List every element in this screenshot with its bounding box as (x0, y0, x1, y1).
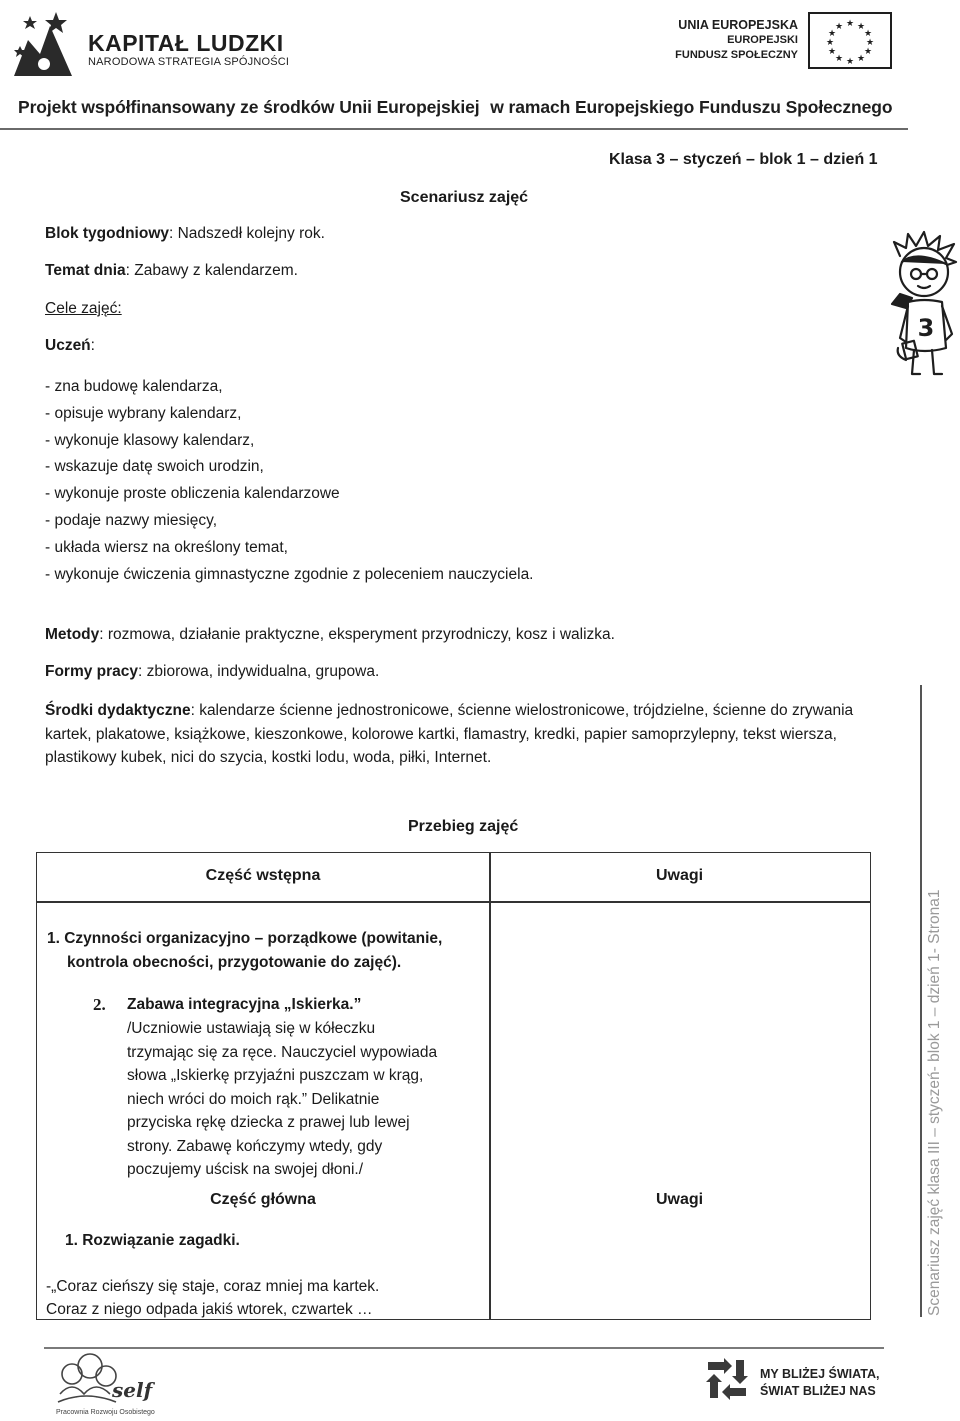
footer-slogan-line-1: MY BLIŻEJ ŚWIATA, (760, 1367, 880, 1381)
self-logo-caption: Pracownia Rozwoju Osobistego (56, 1409, 155, 1416)
description-line: /Uczniowie ustawiają się w kółeczku (127, 1020, 376, 1037)
class-info: Klasa 3 – styczeń – blok 1 – dzień 1 (609, 151, 878, 168)
table-column-divider (489, 853, 491, 1319)
list-item: - zna budowę kalendarza, (45, 378, 223, 395)
svg-text:★: ★ (834, 54, 844, 64)
description-line: niech wróci do moich rąk.” Delikatnie (127, 1090, 380, 1108)
description-line: poczujemy uścisk na swojej dłoni./ (127, 1161, 364, 1178)
teaching-aids-label: Środki dydaktyczne (45, 702, 191, 719)
header-divider (0, 128, 908, 130)
scenario-title: Scenariusz zajęć (400, 189, 529, 206)
eu-flag-icon (808, 12, 892, 69)
description-line: strony. Zabawę kończymy wtedy, gdy (127, 1137, 383, 1155)
student-label: Uczeń (45, 337, 91, 354)
item-integration-title: Zabawa integracyjna „Iskierka.” (127, 996, 362, 1013)
side-footer-divider (920, 685, 922, 1317)
eu-line-3: FUNDUSZ SPOŁECZNY (675, 49, 798, 61)
main-part-header: Część główna (210, 1191, 316, 1208)
project-line-part-a: Projekt współfinansowany ze środków Unii Europejskiej (18, 97, 480, 117)
side-footer-text: Scenariusz zajęć klasa III – styczeń- blok 1 – dzień 1- Strona1 (926, 889, 943, 1316)
eu-line-2: EUROPEJSKI (727, 34, 798, 46)
description-line: trzymając się za ręce. Nauczyciel wypowiada (127, 1043, 438, 1061)
svg-text:★: ★ (845, 19, 855, 29)
mascot-number: 3 (917, 314, 935, 342)
item-organizational-line-2: kontrola obecności, przygotowanie do zajęć). (67, 954, 402, 971)
list-item: - wykonuje ćwiczenia gimnastyczne zgodnie z poleceniem nauczyciela. (45, 565, 534, 583)
student-colon: : (90, 337, 95, 354)
item-integration-number: 2. (93, 995, 106, 1014)
work-forms-line (45, 663, 379, 681)
goals-list (45, 374, 534, 588)
weekly-block-label: Blok tygodniowy (45, 225, 169, 242)
self-logo-word: self (112, 1378, 153, 1402)
eu-label (675, 18, 798, 63)
footer-slogan (760, 1366, 879, 1400)
student-line (45, 337, 95, 355)
description-line: słowa „Iskierkę przyjaźni puszczam w krąg, (127, 1067, 424, 1084)
eu-line-1: UNIA EUROPEJSKA (678, 18, 798, 32)
teaching-aids-paragraph (45, 699, 875, 770)
list-item: - podaje nazwy miesięcy, (45, 511, 218, 529)
riddle-line-1: -„Coraz cieńszy się staje, coraz mniej ma kartek. (46, 1278, 380, 1295)
methods-label: Metody (45, 626, 100, 643)
svg-text:★: ★ (863, 29, 873, 39)
weekly-block-line (45, 225, 325, 243)
topic-line (45, 262, 298, 280)
main-notes-header: Uwagi (655, 1191, 704, 1208)
kapital-ludzki-logo-icon (10, 6, 76, 80)
intro-part-header: Część wstępna (205, 867, 321, 884)
lesson-plan-table (36, 852, 871, 1320)
riddle-line-2: Coraz z niego odpada jakiś wtorek, czwartek … (46, 1301, 373, 1318)
teaching-aids-value: : kalendarze ścienne jednostronicowe, ścienne wielostronicowe, trójdzielne, ścienne do zrywania kartek, plakatowe, książkowe, kieszonkowe, kolorowe kartki, flamastry, kredki, papier samoprzylepny, tekst wiersza, plastikowy kubek, nici do szycia, kostki lodu, woda, piłki, Internet. (45, 702, 854, 766)
footer-divider (44, 1347, 884, 1349)
grade-three-mascot-icon (886, 228, 960, 380)
svg-text:★: ★ (827, 29, 837, 39)
svg-text:★: ★ (825, 38, 835, 48)
kapital-ludzki-title: KAPITAŁ LUDZKI (88, 30, 284, 56)
project-cofinancing-line (18, 97, 892, 118)
work-forms-value: : zbiorowa, indywidualna, grupowa. (138, 663, 380, 680)
item-organizational-line-1: 1. Czynności organizacyjno – porządkowe (powitanie, (47, 930, 443, 947)
topic-value: : Zabawy z kalendarzem. (125, 262, 298, 279)
list-item: - opisuje wybrany kalendarz, (45, 404, 242, 422)
table-header-divider (37, 901, 870, 903)
riddle-item: 1. Rozwiązanie zagadki. (65, 1232, 240, 1249)
lesson-course-heading: Przebieg zajęć (408, 818, 519, 835)
notes-header: Uwagi (655, 867, 704, 884)
goals-heading: Cele zajęć: (45, 300, 122, 317)
svg-text:★: ★ (834, 22, 844, 32)
svg-text:★: ★ (865, 38, 875, 48)
methods-value: : rozmowa, działanie praktyczne, eksperyment przyrodniczy, kosz i walizka. (99, 626, 615, 643)
svg-text:★: ★ (827, 47, 837, 57)
item-integration-description (127, 1017, 437, 1182)
kapital-ludzki-subtitle: NARODOWA STRATEGIA SPÓJNOŚCI (88, 56, 290, 68)
list-item: - układa wiersz na określony temat, (45, 538, 288, 556)
description-line: przyciska rękę dziecka z prawej lub lewej (127, 1114, 410, 1131)
globe-arrows-logo-icon (702, 1354, 752, 1404)
page-header (0, 0, 960, 132)
list-item: - wykonuje proste obliczenia kalendarzowe (45, 485, 340, 503)
list-item: - wykonuje klasowy kalendarz, (45, 431, 255, 449)
svg-text:★: ★ (856, 22, 866, 32)
topic-label: Temat dnia (45, 262, 126, 279)
list-item: - wskazuje datę swoich urodzin, (45, 458, 264, 476)
project-line-part-b: w ramach Europejskiego Funduszu Społecznego (490, 97, 893, 117)
work-forms-label: Formy pracy (45, 663, 139, 680)
svg-text:★: ★ (845, 57, 855, 67)
footer-slogan-line-2: ŚWIAT BLIŻEJ NAS (760, 1384, 876, 1398)
svg-text:★: ★ (863, 47, 873, 57)
methods-line (45, 626, 615, 644)
svg-text:★: ★ (856, 54, 866, 64)
weekly-block-value: : Nadszedł kolejny rok. (169, 225, 325, 242)
